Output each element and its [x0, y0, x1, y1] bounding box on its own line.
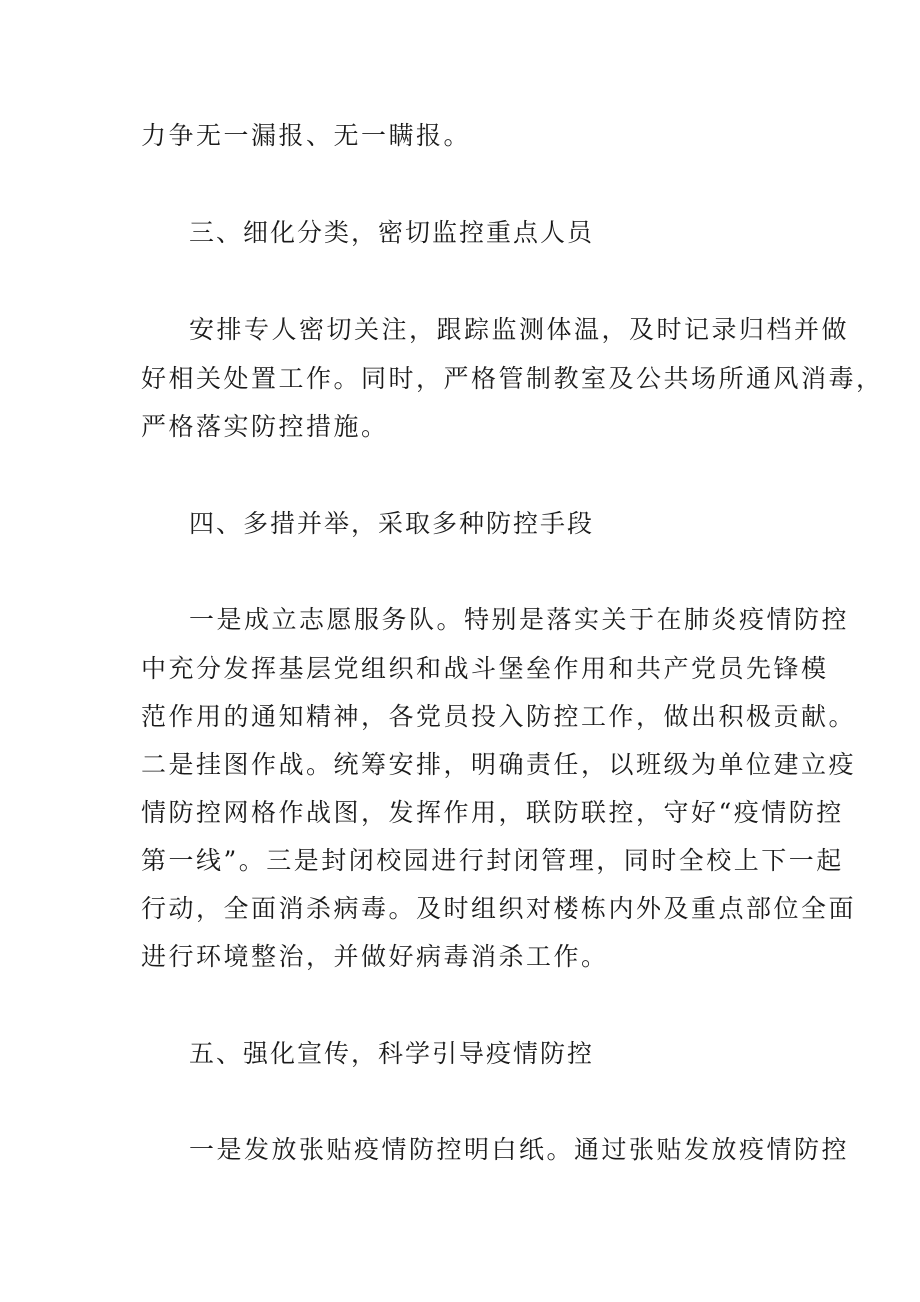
paragraph-line: 一是成立志愿服务队。特别是落实关于在肺炎疫情防控 [189, 605, 850, 634]
paragraph-line: 二是挂图作战。统筹安排，明确责任，以班级为单位建立疫 [141, 750, 857, 779]
paragraph-line: 进行环境整治，并做好病毒消杀工作。 [141, 942, 609, 971]
paragraph-line: 情防控网格作战图，发挥作用，联防联控，守好“疫情防控 [141, 798, 844, 827]
paragraph-line: 一是发放张贴疫情防控明白纸。通过张贴发放疫情防控 [189, 1135, 850, 1164]
section-heading-5: 五、强化宣传，科学引导疫情防控 [189, 1039, 595, 1068]
paragraph-line: 安排专人密切关注，跟踪监测体温，及时记录归档并做 [189, 315, 850, 344]
paragraph-line: 中充分发挥基层党组织和战斗堡垒作用和共产党员先锋模 [141, 654, 829, 683]
paragraph-line: 第一线”。三是封闭校园进行封闭管理，同时全校上下一起 [141, 846, 844, 875]
paragraph-line: 好相关处置工作。同时，严格管制教室及公共场所通风消毒， [141, 364, 884, 393]
paragraph-line: 范作用的通知精神，各党员投入防控工作，做出积极贡献。 [141, 702, 857, 731]
section-heading-3: 三、细化分类，密切监控重点人员 [189, 218, 595, 247]
section-heading-4: 四、多措并举，采取多种防控手段 [189, 509, 595, 538]
paragraph-line: 行动，全面消杀病毒。及时组织对楼栋内外及重点部位全面 [141, 894, 857, 923]
paragraph-line: 力争无一漏报、无一瞒报。 [141, 121, 472, 150]
paragraph-line: 严格落实防控措施。 [141, 412, 389, 441]
